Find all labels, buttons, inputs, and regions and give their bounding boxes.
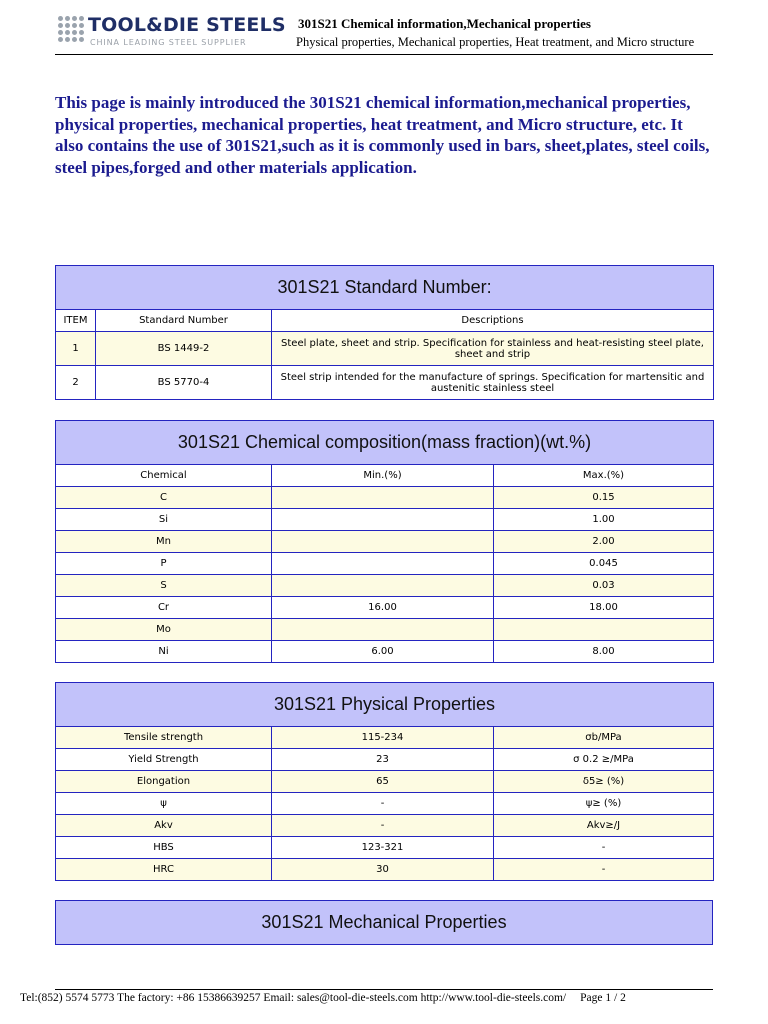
header-divider bbox=[55, 54, 713, 55]
chemical-composition-table bbox=[55, 420, 714, 663]
table-cell: S bbox=[56, 575, 272, 597]
table-cell: C bbox=[56, 487, 272, 509]
mechanical-properties-caption: 301S21 Mechanical Properties bbox=[56, 901, 713, 945]
page-header bbox=[0, 0, 768, 54]
table-row bbox=[56, 859, 714, 881]
table-cell: 16.00 bbox=[272, 597, 494, 619]
intro-paragraph: This page is mainly introduced the 301S21 chemical information,mechanical properties, physical properties, mechanical properties, heat treatment, and Micro structure, etc. It also contains the use of 301S21,such as it is commonly used in bars, sheet,plates, steel coils, steel pipes,forged and other materials application. bbox=[55, 93, 710, 177]
table-cell: 0.045 bbox=[494, 553, 714, 575]
table-row bbox=[56, 815, 714, 837]
table-cell: 1 bbox=[56, 332, 96, 366]
column-header: ITEM bbox=[56, 310, 96, 332]
table-cell: Akv≥/J bbox=[494, 815, 714, 837]
table-cell bbox=[272, 509, 494, 531]
table-cell bbox=[272, 553, 494, 575]
column-header: Chemical bbox=[56, 465, 272, 487]
table-cell: 0.03 bbox=[494, 575, 714, 597]
table-cell: Tensile strength bbox=[56, 727, 272, 749]
table-cell: HRC bbox=[56, 859, 272, 881]
physical-properties-table bbox=[55, 682, 714, 881]
table-cell: 2.00 bbox=[494, 531, 714, 553]
table-row bbox=[56, 531, 714, 553]
table-cell: Cr bbox=[56, 597, 272, 619]
table-cell: Yield Strength bbox=[56, 749, 272, 771]
column-header: Min.(%) bbox=[272, 465, 494, 487]
table-cell: ψ bbox=[56, 793, 272, 815]
table-cell: ψ≥ (%) bbox=[494, 793, 714, 815]
table-row bbox=[56, 366, 714, 400]
table-cell: δ5≥ (%) bbox=[494, 771, 714, 793]
table-row bbox=[56, 619, 714, 641]
logo-subtitle: CHINA LEADING STEEL SUPPLIER bbox=[90, 38, 247, 47]
page-subtitle: Physical properties, Mechanical properties, Heat treatment, and Micro structure bbox=[296, 35, 695, 49]
table-cell: P bbox=[56, 553, 272, 575]
chemical-composition-caption: 301S21 Chemical composition(mass fraction)(wt.%) bbox=[56, 421, 714, 465]
standard-number-table bbox=[55, 265, 714, 400]
table-cell: 115-234 bbox=[272, 727, 494, 749]
table-cell: 18.00 bbox=[494, 597, 714, 619]
company-logo bbox=[58, 14, 286, 50]
table-cell: - bbox=[272, 815, 494, 837]
table-row bbox=[56, 509, 714, 531]
table-cell: Steel plate, sheet and strip. Specification for stainless and heat-resisting steel plate, sheet and strip bbox=[272, 332, 714, 366]
table-row bbox=[56, 837, 714, 859]
table-cell: 1.00 bbox=[494, 509, 714, 531]
mechanical-properties-table bbox=[55, 900, 713, 945]
page-number: Page 1 / 2 bbox=[580, 992, 626, 1004]
footer-contact: Tel:(852) 5574 5773 The factory: +86 15386639257 Email: sales@tool-die-steels.com http://www.tool-die-steels.com/ bbox=[20, 992, 567, 1004]
table-cell: σ 0.2 ≥/MPa bbox=[494, 749, 714, 771]
table-cell: BS 1449-2 bbox=[96, 332, 272, 366]
table-cell: 8.00 bbox=[494, 641, 714, 663]
table-cell: Mo bbox=[56, 619, 272, 641]
table-row bbox=[56, 727, 714, 749]
column-header: Descriptions bbox=[272, 310, 714, 332]
table-cell: 65 bbox=[272, 771, 494, 793]
footer-divider bbox=[55, 989, 713, 990]
table-cell: 30 bbox=[272, 859, 494, 881]
page-title: 301S21 Chemical information,Mechanical properties bbox=[298, 16, 591, 31]
table-row bbox=[56, 332, 714, 366]
table-cell: 6.00 bbox=[272, 641, 494, 663]
table-cell: Akv bbox=[56, 815, 272, 837]
physical-properties-caption: 301S21 Physical Properties bbox=[56, 683, 714, 727]
logo-grid-icon bbox=[58, 16, 84, 42]
table-cell: 123-321 bbox=[272, 837, 494, 859]
table-cell: σb/MPa bbox=[494, 727, 714, 749]
table-cell: 0.15 bbox=[494, 487, 714, 509]
table-cell: - bbox=[272, 793, 494, 815]
table-row bbox=[56, 641, 714, 663]
table-cell bbox=[494, 619, 714, 641]
table-cell bbox=[272, 575, 494, 597]
table-cell bbox=[272, 487, 494, 509]
table-cell: - bbox=[494, 837, 714, 859]
table-cell: 23 bbox=[272, 749, 494, 771]
table-cell: Elongation bbox=[56, 771, 272, 793]
table-cell: Steel strip intended for the manufacture of springs. Specification for martensitic and austenitic stainless steel bbox=[272, 366, 714, 400]
table-cell: 2 bbox=[56, 366, 96, 400]
table-cell: BS 5770-4 bbox=[96, 366, 272, 400]
page-footer bbox=[20, 992, 760, 1004]
table-row bbox=[56, 771, 714, 793]
table-cell: Mn bbox=[56, 531, 272, 553]
table-cell: - bbox=[494, 859, 714, 881]
table-cell: HBS bbox=[56, 837, 272, 859]
table-row bbox=[56, 597, 714, 619]
table-row bbox=[56, 553, 714, 575]
table-row bbox=[56, 793, 714, 815]
column-header: Max.(%) bbox=[494, 465, 714, 487]
table-row bbox=[56, 575, 714, 597]
table-cell: Ni bbox=[56, 641, 272, 663]
table-cell: Si bbox=[56, 509, 272, 531]
table-row bbox=[56, 487, 714, 509]
column-header: Standard Number bbox=[96, 310, 272, 332]
table-cell bbox=[272, 619, 494, 641]
logo-title: TOOL&DIE STEELS bbox=[88, 14, 286, 36]
table-row bbox=[56, 749, 714, 771]
table-cell bbox=[272, 531, 494, 553]
standard-number-caption: 301S21 Standard Number: bbox=[56, 266, 714, 310]
